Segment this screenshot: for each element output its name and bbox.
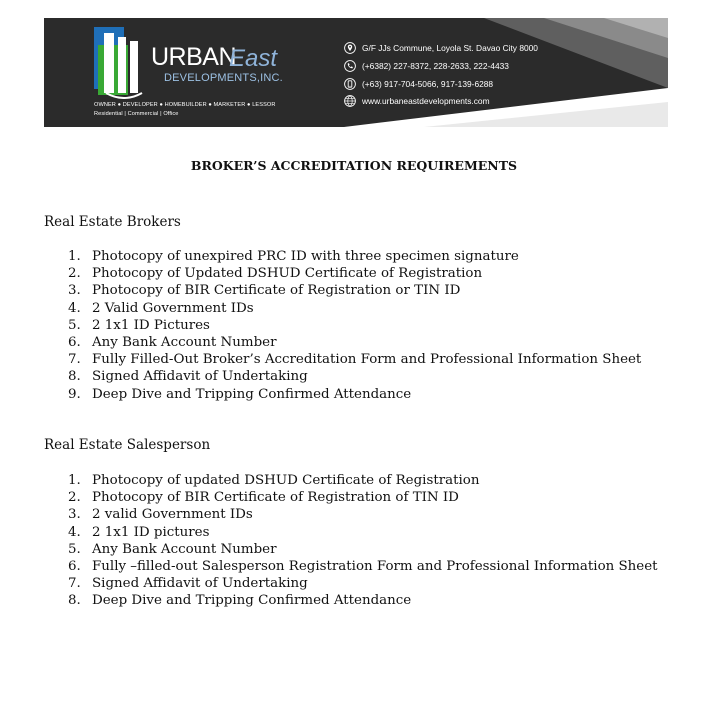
item-text: Any Bank Account Number (92, 334, 277, 350)
tagline-roles: OWNER ● DEVELOPER ● HOMEBUILDER ● MARKETER ● LESSOR (94, 102, 276, 108)
item-text: 2 valid Government IDs (92, 507, 253, 523)
contact-mobile (344, 78, 493, 90)
item-text: Photocopy of unexpired PRC ID with three specimen signature (92, 249, 519, 264)
contact-address (344, 42, 538, 54)
item-number: 4. (68, 300, 81, 316)
item-text: Any Bank Account Number (92, 541, 277, 557)
brand-urban-text: URBAN (151, 43, 237, 71)
address-text: G/F JJs Commune, Loyola St. Davao City 8000 (362, 43, 538, 53)
urban-east-logo-icon (94, 27, 150, 99)
item-text: 2 Valid Government IDs (92, 300, 254, 316)
item-text: Signed Affidavit of Undertaking (92, 369, 308, 385)
item-text: 2 1x1 ID Pictures (92, 317, 210, 333)
item-text: Fully Filled-Out Broker’s Accreditation Form and Professional Information Sheet (92, 352, 642, 368)
phone-icon (344, 60, 356, 72)
item-number: 9. (68, 386, 81, 402)
item-number: 1. (68, 473, 81, 488)
item-number: 6. (68, 334, 81, 350)
item-text: Photocopy of BIR Certificate of Registration or TIN ID (92, 283, 461, 299)
section-heading-brokers: Real Estate Brokers (44, 214, 181, 230)
item-number: 6. (68, 558, 81, 574)
item-text: Deep Dive and Tripping Confirmed Attendance (92, 386, 412, 402)
item-number: 3. (68, 283, 81, 299)
contact-website (344, 95, 490, 107)
item-number: 2. (68, 490, 81, 506)
globe-icon (344, 95, 356, 107)
item-number: 7. (68, 352, 81, 368)
item-number: 2. (68, 266, 81, 282)
item-number: 1. (68, 249, 81, 264)
item-text: Photocopy of Updated DSHUD Certificate of Registration (92, 266, 483, 282)
mobile-text: (+63) 917-704-5066, 917-139-6288 (362, 79, 494, 89)
item-text: 2 1x1 ID pictures (92, 524, 210, 540)
item-number: 8. (68, 369, 81, 385)
section-heading-salesperson: Real Estate Salesperson (44, 437, 211, 453)
item-number: 4. (68, 524, 81, 540)
item-number: 5. (68, 317, 81, 333)
item-text: Signed Affidavit of Undertaking (92, 576, 308, 592)
contact-landline (344, 60, 509, 72)
letterhead-banner (44, 18, 668, 127)
item-text: Photocopy of BIR Certificate of Registration of TIN ID (92, 490, 459, 506)
item-number: 3. (68, 507, 81, 523)
item-number: 8. (68, 593, 81, 609)
location-pin-icon (344, 42, 356, 54)
item-text: Fully –filled-out Salesperson Registration Form and Professional Information Sheet (92, 558, 658, 574)
mobile-phone-icon (344, 78, 356, 90)
document-title: BROKER’S ACCREDITATION REQUIREMENTS (190, 158, 518, 173)
tagline-types: Residential | Commercial | Office (94, 111, 179, 117)
item-text: Photocopy of updated DSHUD Certificate of Registration (92, 473, 480, 488)
brand-east-text: East (229, 45, 278, 72)
item-number: 7. (68, 576, 81, 592)
brand-developments-text: DEVELOPMENTS,INC. (164, 72, 283, 84)
website-text: www.urbaneastdevelopments.com (362, 96, 490, 106)
item-number: 5. (68, 541, 81, 557)
item-text: Deep Dive and Tripping Confirmed Attendance (92, 593, 412, 609)
landline-text: (+6382) 227-8372, 228-2633, 222-4433 (362, 61, 509, 71)
